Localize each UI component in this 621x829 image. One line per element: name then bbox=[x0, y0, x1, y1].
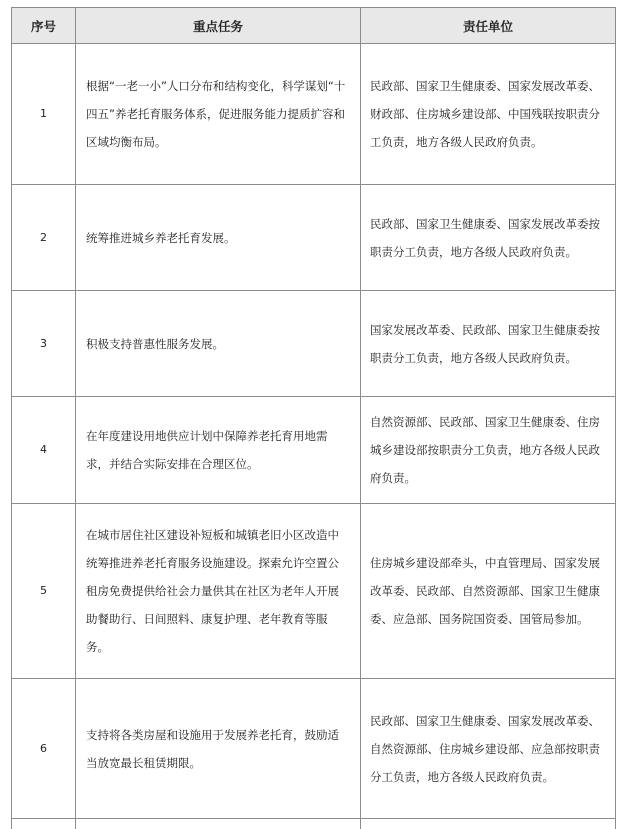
table-row bbox=[12, 504, 616, 679]
row-units: 自然资源部、民政部、国家卫生健康委、住房城乡建设部按职责分工负责，地方各级人民政府负责。 bbox=[361, 397, 616, 504]
row-task: 积极支持普惠性服务发展。 bbox=[76, 291, 361, 397]
header-row bbox=[12, 8, 616, 44]
row-index: 6 bbox=[12, 679, 76, 819]
row-task: 统筹推进城乡养老托育发展。 bbox=[76, 185, 361, 291]
continued-cell bbox=[361, 819, 616, 829]
row-units: 民政部、国家卫生健康委、国家发展改革委按职责分工负责，地方各级人民政府负责。 bbox=[361, 185, 616, 291]
continued-cell bbox=[12, 819, 76, 829]
header-units: 责任单位 bbox=[361, 8, 616, 44]
table-row bbox=[12, 185, 616, 291]
row-units: 住房城乡建设部牵头，中直管理局、国家发展改革委、民政部、自然资源部、国家卫生健康委、应急部、国务院国资委、国管局参加。 bbox=[361, 504, 616, 679]
row-index: 3 bbox=[12, 291, 76, 397]
row-task: 支持将各类房屋和设施用于发展养老托育，鼓励适当放宽最长租赁期限。 bbox=[76, 679, 361, 819]
row-units: 民政部、国家卫生健康委、国家发展改革委、自然资源部、住房城乡建设部、应急部按职责分工负责，地方各级人民政府负责。 bbox=[361, 679, 616, 819]
row-index: 1 bbox=[12, 44, 76, 185]
table-row bbox=[12, 44, 616, 185]
header-task: 重点任务 bbox=[76, 8, 361, 44]
row-task: 在城市居住社区建设补短板和城镇老旧小区改造中统筹推进养老托育服务设施建设。探索允许空置公租房免费提供给社会力量供其在社区为老年人开展助餐助行、日间照料、康复护理、老年教育等服务。 bbox=[76, 504, 361, 679]
table-row bbox=[12, 397, 616, 504]
row-units: 国家发展改革委、民政部、国家卫生健康委按职责分工负责，地方各级人民政府负责。 bbox=[361, 291, 616, 397]
header-index: 序号 bbox=[12, 8, 76, 44]
row-index: 5 bbox=[12, 504, 76, 679]
row-index: 4 bbox=[12, 397, 76, 504]
responsibility-table bbox=[11, 7, 616, 829]
table-row bbox=[12, 679, 616, 819]
row-units: 民政部、国家卫生健康委、国家发展改革委、财政部、住房城乡建设部、中国残联按职责分工负责，地方各级人民政府负责。 bbox=[361, 44, 616, 185]
table-row bbox=[12, 291, 616, 397]
row-index: 2 bbox=[12, 185, 76, 291]
table-row-continued bbox=[12, 819, 616, 829]
continued-cell bbox=[76, 819, 361, 829]
row-task: 根据“一老一小”人口分布和结构变化，科学谋划“十四五”养老托育服务体系，促进服务能力提质扩容和区域均衡布局。 bbox=[76, 44, 361, 185]
row-task: 在年度建设用地供应计划中保障养老托育用地需求，并结合实际安排在合理区位。 bbox=[76, 397, 361, 504]
